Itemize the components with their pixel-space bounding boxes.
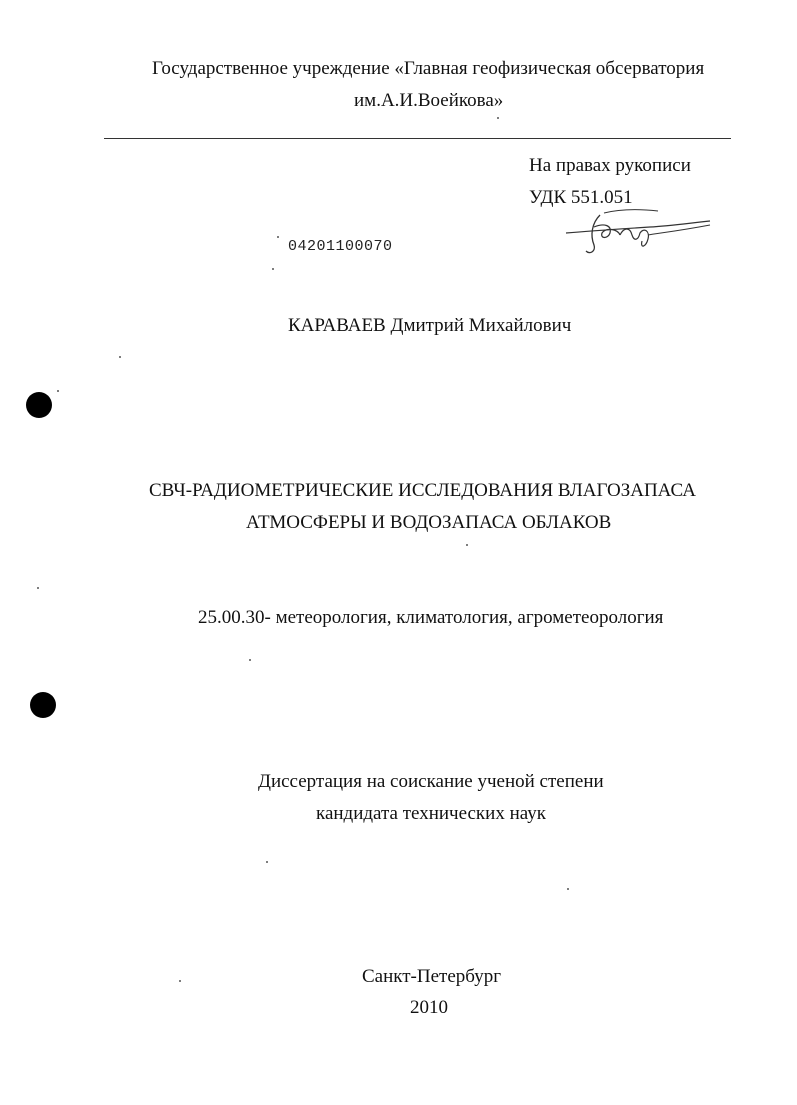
header-divider [104, 138, 731, 139]
scan-speck [249, 659, 251, 661]
manuscript-rights: На правах рукописи [529, 155, 691, 176]
year: 2010 [410, 997, 448, 1018]
scan-speck [119, 356, 121, 358]
udk-code: УДК 551.051 [529, 187, 633, 208]
author-name: КАРАВАЕВ Дмитрий Михайлович [288, 315, 572, 336]
scan-speck [179, 980, 181, 982]
archive-stamp-number: 04201100070 [288, 238, 393, 255]
specialty: 25.00.30- метеорология, климатология, агрометеорология [198, 607, 664, 628]
degree-line-2: кандидата технических наук [316, 803, 546, 824]
binder-hole-icon [26, 392, 52, 418]
scan-speck [57, 390, 59, 392]
dissertation-title-line-2: АТМОСФЕРЫ И ВОДОЗАПАСА ОБЛАКОВ [246, 512, 612, 533]
scan-speck [497, 117, 499, 119]
city: Санкт-Петербург [362, 966, 502, 987]
scan-speck [567, 888, 569, 890]
scan-speck [272, 268, 274, 270]
dissertation-title-line-1: СВЧ-РАДИОМЕТРИЧЕСКИЕ ИССЛЕДОВАНИЯ ВЛАГОЗАПАСА [149, 480, 696, 501]
institution-line-1: Государственное учреждение «Главная геофизическая обсерватория [152, 58, 705, 79]
signature-icon [560, 205, 720, 260]
degree-line-1: Диссертация на соискание ученой степени [258, 771, 604, 792]
scan-speck [37, 587, 39, 589]
scan-speck [466, 544, 468, 546]
institution-line-2: им.А.И.Воейкова» [354, 90, 504, 111]
binder-hole-icon [30, 692, 56, 718]
scan-speck [277, 236, 279, 238]
scan-speck [266, 861, 268, 863]
